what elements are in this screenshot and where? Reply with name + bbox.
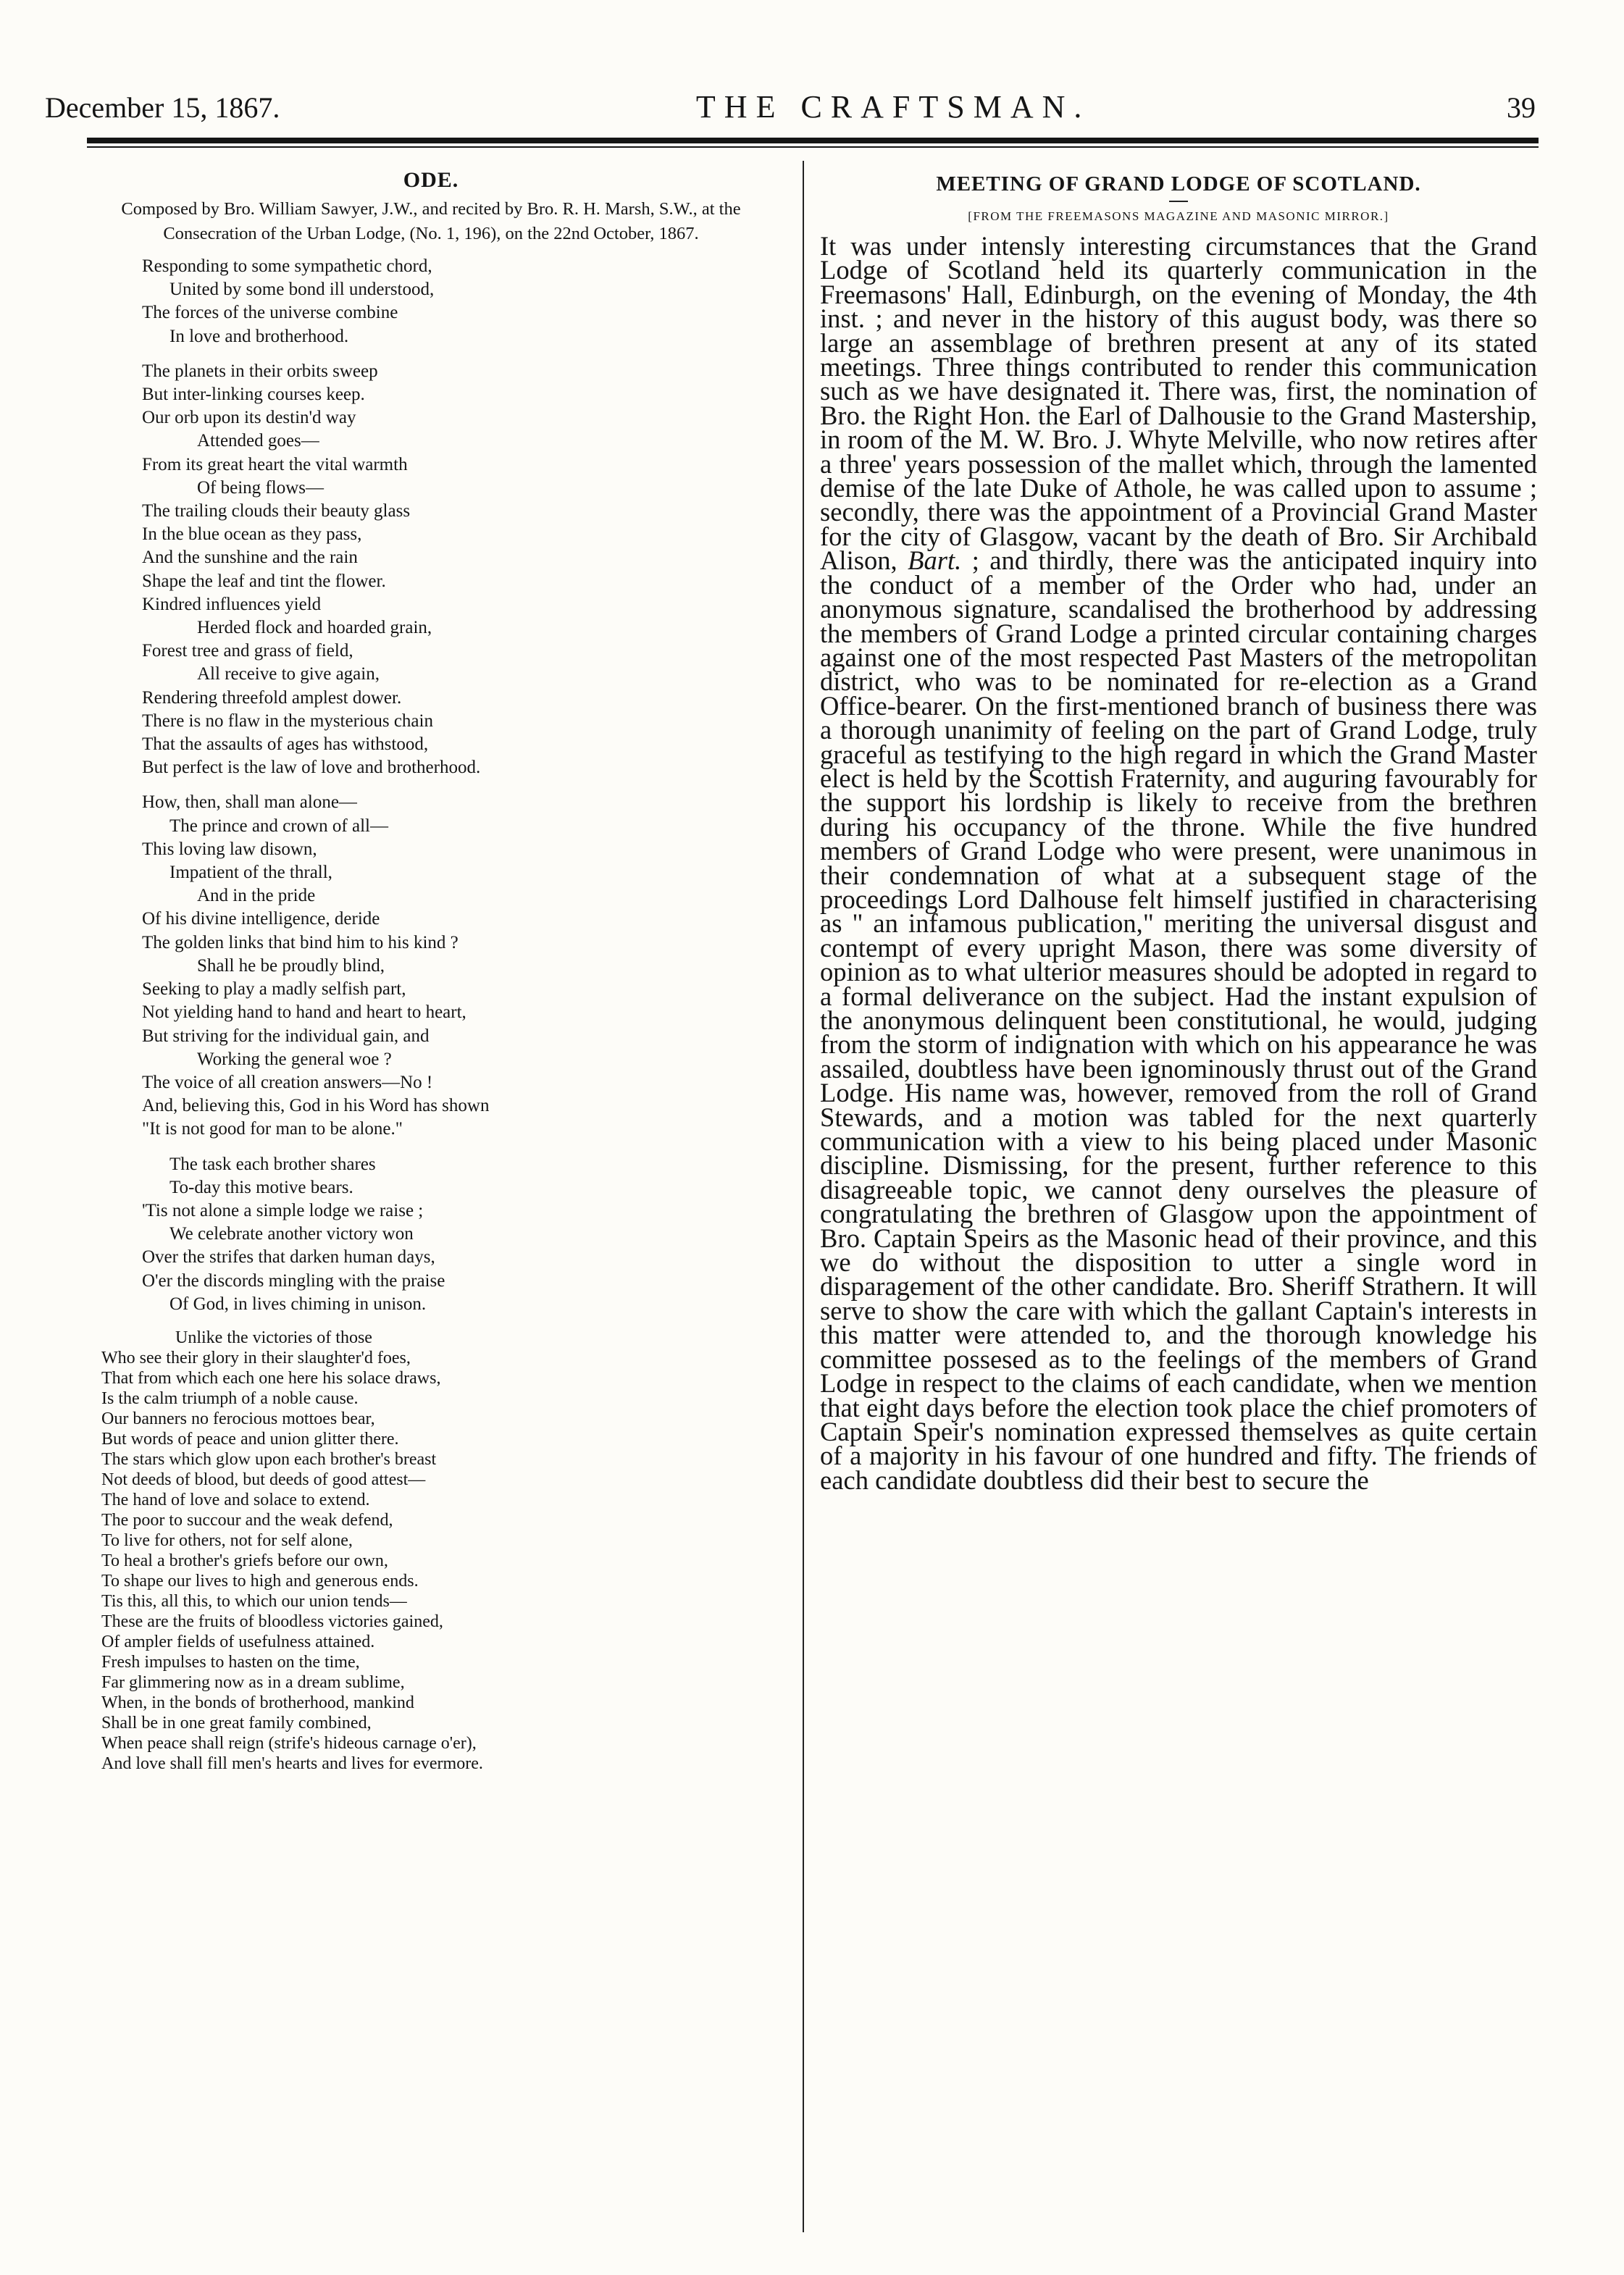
- poem-line: O'er the discords mingling with the praise: [142, 1270, 445, 1291]
- poem-line: To live for others, not for self alone,: [101, 1530, 353, 1550]
- poem-line: Rendering threefold amplest dower.: [142, 687, 402, 708]
- page-number: 39: [1507, 91, 1536, 124]
- poem-line: Tis this, all this, to which our union tends—: [101, 1591, 407, 1611]
- poem-line: The poor to succour and the weak defend,: [101, 1510, 393, 1530]
- ode-credit: Composed by Bro. William Sawyer, J.W., and recited by Bro. R. H. Marsh, S.W., at the Consecration of the Urban Lodge, (No. 1, 196), on the 22nd October, 1867.: [121, 199, 741, 243]
- poem-line: Impatient of the thrall,: [169, 863, 332, 883]
- poem-line: Responding to some sympathetic chord,: [142, 256, 432, 276]
- ode-stanza-3: [72, 791, 790, 1141]
- poem-line: But perfect is the law of love and brotherhood.: [142, 758, 481, 778]
- header-rule-thin: [87, 146, 1539, 148]
- poem-line: That the assaults of ages has withstood,: [142, 734, 429, 755]
- poem-line: The planets in their orbits sweep: [142, 361, 378, 381]
- poem-line: Working the general woe ?: [197, 1049, 392, 1069]
- header-rule: [87, 138, 1539, 143]
- poem-line: That from which each one here his solace draws,: [101, 1368, 441, 1388]
- poem-line: Over the strifes that darken human days,: [142, 1247, 435, 1268]
- poem-line: The prince and crown of all—: [169, 816, 388, 836]
- poem-line: But words of peace and union glitter there.: [101, 1429, 399, 1449]
- poem-line: Of being flows—: [197, 477, 324, 498]
- poem-line: The trailing clouds their beauty glass: [142, 501, 411, 521]
- poem-line: All receive to give again,: [197, 664, 380, 684]
- poem-line: From its great heart the vital warmth: [142, 454, 408, 474]
- ode-stanza-5: [72, 1328, 790, 1774]
- issue-date: December 15, 1867.: [45, 91, 280, 124]
- poem-line: Of God, in lives chiming in unison.: [169, 1294, 427, 1314]
- poem-line: Forest tree and grass of field,: [142, 641, 353, 661]
- poem-line: And love shall fill men's hearts and lives for evermore.: [101, 1754, 483, 1773]
- poem-line: The task each brother shares: [169, 1154, 376, 1174]
- ode-title: ODE.: [403, 168, 459, 192]
- poem-line: United by some bond ill understood,: [169, 280, 435, 300]
- poem-line: We celebrate another victory won: [169, 1224, 414, 1244]
- poem-line: The forces of the universe combine: [142, 303, 398, 323]
- poem-line: When peace shall reign (strife's hideous carnage o'er),: [101, 1733, 477, 1753]
- poem-line: This loving law disown,: [142, 839, 317, 859]
- title-dash: [1169, 201, 1188, 202]
- poem-line: In the blue ocean as they pass,: [142, 524, 362, 545]
- poem-line: To shape our lives to high and generous ends.: [101, 1571, 419, 1591]
- ode-stanza-4: [72, 1153, 790, 1316]
- poem-line: Our orb upon its destin'd way: [142, 408, 356, 428]
- poem-line: Of ampler fields of usefulness attained.: [101, 1632, 375, 1651]
- column-divider: [803, 161, 804, 2232]
- poem-line: To-day this motive bears.: [169, 1177, 353, 1197]
- publication-title: THE CRAFTSMAN.: [695, 89, 1091, 125]
- poem-line: These are the fruits of bloodless victories gained,: [101, 1612, 443, 1631]
- article-column: [820, 168, 1538, 1495]
- article-title: MEETING OF GRAND LODGE OF SCOTLAND.: [936, 172, 1421, 196]
- poem-line: When, in the bonds of brotherhood, mankind: [101, 1693, 414, 1712]
- poem-line: Attended goes—: [197, 431, 319, 451]
- poem-line: How, then, shall man alone—: [142, 792, 357, 813]
- poem-line: And in the pride: [197, 886, 316, 906]
- article-body: [820, 231, 1538, 1495]
- poem-line: There is no flaw in the mysterious chain: [142, 711, 433, 731]
- poem-line: The stars which glow upon each brother's breast: [101, 1449, 437, 1469]
- ode-stanza-1: [72, 255, 790, 348]
- poem-line: The golden links that bind him to his kind ?: [142, 932, 459, 952]
- poem-line: Shall be in one great family combined,: [101, 1713, 372, 1733]
- poem-line: But striving for the individual gain, and: [142, 1026, 430, 1046]
- poem-line: Of his divine intelligence, deride: [142, 909, 380, 929]
- poem-line: Who see their glory in their slaughter'd foes,: [101, 1348, 411, 1367]
- poem-line: Not yielding hand to hand and heart to heart,: [142, 1002, 466, 1023]
- poem-line: Fresh impulses to hasten on the time,: [101, 1652, 360, 1672]
- poem-line: "It is not good for man to be alone.": [142, 1119, 403, 1139]
- poem-line: Shall he be proudly blind,: [197, 955, 385, 976]
- page-header: [45, 88, 1536, 129]
- article-text-part-2: ; and thirdly, there was the anticipated inquiry into the conduct of a member of the Order who had, under an anonymous signature, scandalised the brotherhood by addressing the members of Grand Lodge a printed circular containing charges against one of the most respected Past Masters of the metropolitan district, who was to be nominated for re-election as a Grand Office-bearer. On the first-mentioned branch of business there was a thorough unanimity of feeling on the part of Grand Lodge, truly graceful as testifying to the high regard in which the Grand Master elect is held by the Scottish Fraternity, and auguring favourably for the support his lordship is likely to receive from the brethren during his occupancy of the throne. While the five hundred members of Grand Lodge who were present, were unanimous in their condemnation of what at a subsequent stage of the proceedings Lord Dalhouse felt himself justified in characterising as " an infamous publication," meriting the universal disgust and contempt of every upright Mason, there was some diversity of opinion as to what ulterior measures should be adopted in regard to a formal deliverance on the subject. Had the instant expulsion of the anonymous delinquent been constitutional, he would, judging from the storm of indignation with which on his appearance he was assailed, doubtless have been ignominously thrust out of the Grand Lodge. His name was, however, removed from the roll of Grand Stewards, and a motion was tabled for the next quarterly communication with a view to his being placed under Masonic discipline. Dismissing, for the present, further reference to this disagreeable topic, we cannot deny ourselves the pleasure of congratulating the brethren of Glasgow upon the appointment of Bro. Captain Speirs as the Masonic head of their province, and this we do without the disposition to utter a single word in disparagement of the other candidate. Bro. Sheriff Strathern. It will serve to show the care with which the gallant Captain's interests in this matter were attended to, and the thorough knowledge his committee possesed as to the feelings of the members of Grand Lodge in respect to the claims of each candidate, when we mention that eight days before the election took place the chief promoters of Captain Speir's nomination expressed themselves as quite certain of a majority in his favour of one hundred and fifty. The friends of each candidate doubtless did their best to secure the: [820, 545, 1538, 1495]
- poem-line: Shape the leaf and tint the flower.: [142, 571, 386, 591]
- article-text-italic: Bart.: [908, 545, 962, 576]
- ode-column: [72, 168, 790, 1785]
- article-source: [FROM THE FREEMASONS MAGAZINE AND MASONIC MIRROR.]: [968, 209, 1389, 223]
- poem-line: Herded flock and hoarded grain,: [197, 618, 432, 638]
- poem-line: Not deeds of blood, but deeds of good attest—: [101, 1470, 426, 1489]
- poem-line: Unlike the victories of those: [175, 1328, 372, 1347]
- poem-line: Our banners no ferocious mottoes bear,: [101, 1409, 375, 1428]
- poem-line: And, believing this, God in his Word has shown: [142, 1096, 490, 1116]
- poem-line: The voice of all creation answers—No !: [142, 1072, 433, 1092]
- poem-line: 'Tis not alone a simple lodge we raise ;: [142, 1200, 424, 1220]
- poem-line: Seeking to play a madly selfish part,: [142, 979, 406, 1000]
- poem-line: To heal a brother's griefs before our own,: [101, 1551, 388, 1570]
- poem-line: Is the calm triumph of a noble cause.: [101, 1388, 359, 1408]
- ode-stanza-2: [72, 360, 790, 780]
- article-text-part-1: It was under intensly interesting circumstances that the Grand Lodge of Scotland held its quarterly communication in the Freemasons' Hall, Edinburgh, on the evening of Monday, the 4th inst. ; and never in the history of this august body, was there so large an assemblage of brethren present at any of its stated meetings. Three things contributed to render this communication such as we have designated it. There was, first, the nomination of Bro. the Right Hon. the Earl of Dalhousie to the Grand Mastership, in room of the M. W. Bro. J. Whyte Melville, who now retires after a three' years possession of the mallet which, through the lamented demise of the late Duke of Athole, he was called upon to assume ; secondly, there was the appointment of a Provincial Grand Master for the city of Glasgow, vacant by the death of Bro. Sir Archibald Alison,: [820, 231, 1537, 576]
- poem-line: Kindred influences yield: [142, 594, 322, 614]
- poem-line: But inter-linking courses keep.: [142, 385, 365, 405]
- poem-line: In love and brotherhood.: [169, 326, 349, 346]
- poem-line: Far glimmering now as in a dream sublime,: [101, 1672, 405, 1692]
- poem-line: And the sunshine and the rain: [142, 548, 358, 568]
- poem-line: The hand of love and solace to extend.: [101, 1490, 370, 1509]
